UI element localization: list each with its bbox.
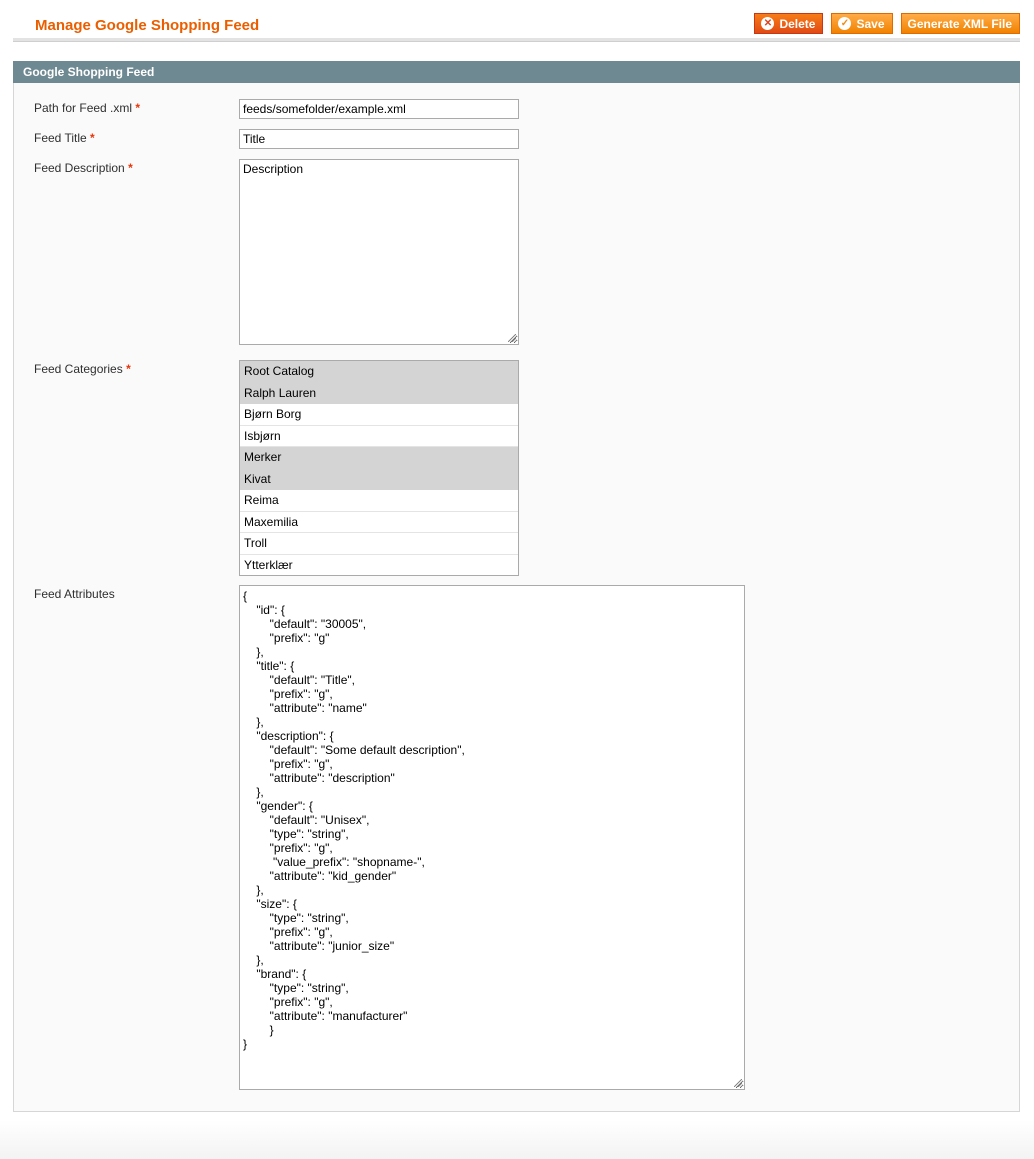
category-option[interactable]: Reima	[240, 490, 518, 512]
attributes-json-textarea[interactable]	[239, 585, 745, 1090]
delete-button[interactable]	[754, 13, 823, 34]
title-label	[34, 131, 95, 145]
description-label	[34, 161, 133, 175]
save-button-label: Save	[856, 16, 885, 31]
required-marker: *	[128, 161, 133, 175]
fieldset-header: Google Shopping Feed	[13, 61, 1020, 83]
category-option[interactable]: Isbjørn	[240, 426, 518, 448]
category-option[interactable]: Kivat	[240, 469, 518, 491]
title-input[interactable]	[239, 129, 519, 149]
categories-multiselect[interactable]	[239, 360, 519, 576]
category-option[interactable]: Merker	[240, 447, 518, 469]
description-label-text: Feed Description	[34, 161, 125, 175]
path-label	[34, 101, 140, 115]
generate-xml-button-label: Generate XML File	[907, 16, 1012, 31]
category-option[interactable]: Maxemilia	[240, 512, 518, 534]
title-label-text: Feed Title	[34, 131, 87, 145]
attributes-label-text: Feed Attributes	[34, 587, 115, 601]
action-buttons	[754, 13, 1020, 34]
generate-xml-button[interactable]	[901, 13, 1020, 34]
path-input[interactable]	[239, 99, 519, 119]
attributes-label	[34, 587, 115, 601]
required-marker: *	[135, 101, 141, 115]
required-marker: *	[90, 131, 95, 145]
categories-label-text: Feed Categories	[34, 362, 123, 376]
category-option[interactable]: Troll	[240, 533, 518, 555]
header-divider	[13, 38, 1020, 42]
delete-button-label: Delete	[779, 16, 816, 31]
categories-label	[34, 362, 131, 376]
page-title: Manage Google Shopping Feed	[35, 17, 260, 34]
page-footer-fade	[0, 1120, 1034, 1159]
category-option[interactable]: Ytterklær	[240, 555, 518, 577]
category-option[interactable]: Root Catalog	[240, 361, 518, 383]
required-marker: *	[126, 362, 131, 376]
description-textarea[interactable]	[239, 159, 519, 345]
path-label-text: Path for Feed .xml	[34, 101, 133, 115]
category-option[interactable]: Bjørn Borg	[240, 404, 518, 426]
category-option[interactable]: Ralph Lauren	[240, 383, 518, 405]
save-button[interactable]	[831, 13, 892, 34]
checkmark-icon: ✓	[838, 17, 851, 30]
delete-icon: ✕	[761, 17, 774, 30]
